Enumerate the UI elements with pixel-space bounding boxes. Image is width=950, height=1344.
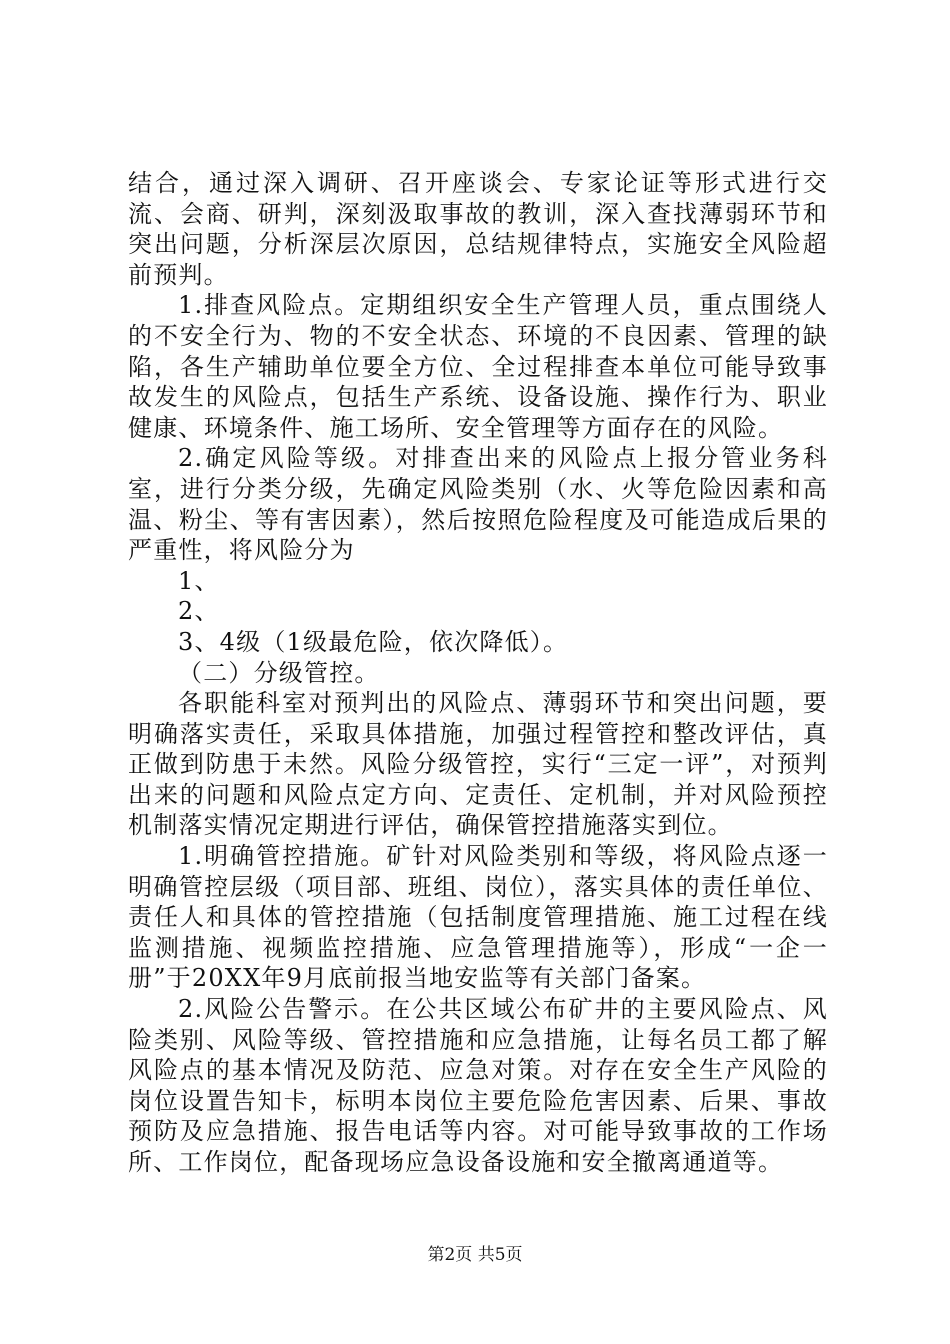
paragraph-2: 1.排查风险点。定期组织安全生产管理人员，重点围绕人的不安全行为、物的不安全状态、环境的不良因素、管理的缺陷，各生产辅助单位要全方位、全过程排查本单位可能导致事故发生的风险点，包括生产系统、设备设施、操作行为、职业健康、环境条件、施工场所、安全管理等方面存在的风险。 — [128, 291, 828, 442]
document-body — [128, 168, 828, 1178]
paragraph-5: 2、 — [178, 597, 220, 626]
paragraph-6: 3、4级（1级最危险，依次降低）。 — [178, 627, 569, 656]
page-footer: 第2页 共5页 — [427, 1245, 523, 1265]
paragraph-1: 结合，通过深入调研、召开座谈会、专家论证等形式进行交流、会商、研判，深刻汲取事故的教训，深入查找薄弱环节和突出问题，分析深层次原因，总结规律特点，实施安全风险超前预判。 — [128, 169, 828, 289]
paragraph-8: 1.明确管控措施。矿针对风险类别和等级，将风险点逐一明确管控层级（项目部、班组、岗位），落实具体的责任单位、责任人和具体的管控措施（包括制度管理措施、施工过程在线监测措施、视频监控措施、应急管理措施等），形成“一企一册”于20XX年9月底前报当地安监等有关部门备案。 — [128, 842, 828, 993]
section-heading: （二）分级管控。 — [178, 658, 380, 687]
paragraph-7: 各职能科室对预判出的风险点、薄弱环节和突出问题，要明确落实责任，采取具体措施，加强过程管控和整改评估，真正做到防患于未然。风险分级管控，实行“三定一评”，对预判出来的问题和风险点定方向、定责任、定机制，并对风险预控机制落实情况定期进行评估，确保管控措施落实到位。 — [128, 689, 828, 840]
paragraph-4: 1、 — [178, 566, 220, 595]
paragraph-9: 2.风险公告警示。在公共区域公布矿井的主要风险点、风险类别、风险等级、管控措施和应急措施，让每名员工都了解风险点的基本情况及防范、应急对策。对存在安全生产风险的岗位设置告知卡，标明本岗位主要危险危害因素、后果、事故预防及应急措施、报告电话等内容。对可能导致事故的工作场所、工作岗位，配备现场应急设备设施和安全撤离通道等。 — [128, 995, 828, 1176]
paragraph-3: 2.确定风险等级。对排查出来的风险点上报分管业务科室，进行分类分级，先确定风险类别（水、火等危险因素和高温、粉尘、等有害因素），然后按照危险程度及可能造成后果的严重性，将风险分为 — [128, 444, 828, 565]
